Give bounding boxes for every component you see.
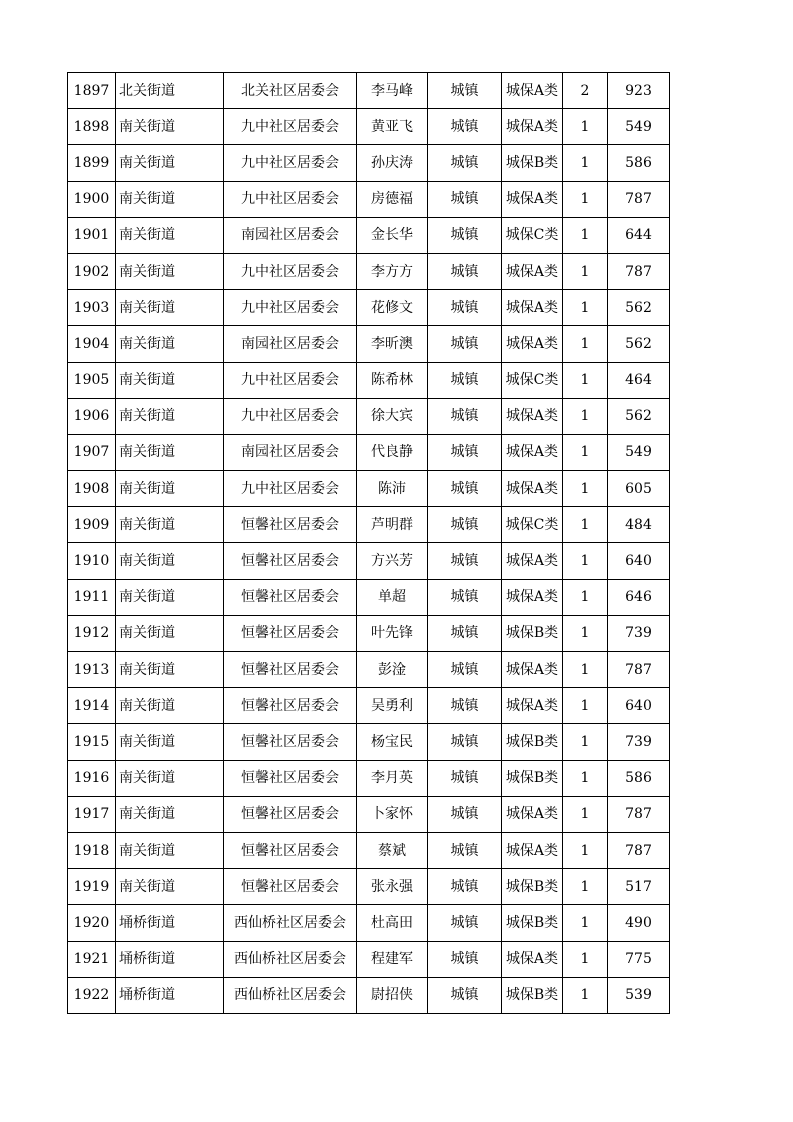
community-cell: 西仙桥社区居委会 — [224, 905, 357, 941]
table-row — [68, 434, 670, 470]
household-count-cell: 1 — [563, 615, 608, 651]
table-row — [68, 253, 670, 289]
area-type-cell: 城镇 — [428, 905, 502, 941]
name-cell: 李月英 — [357, 760, 428, 796]
street-cell: 南关街道 — [116, 688, 224, 724]
amount-cell: 923 — [608, 73, 670, 109]
name-cell: 花修文 — [357, 290, 428, 326]
household-count-cell: 1 — [563, 471, 608, 507]
amount-cell: 787 — [608, 181, 670, 217]
household-count-cell: 1 — [563, 507, 608, 543]
table-row — [68, 543, 670, 579]
category-cell: 城保B类 — [502, 977, 563, 1013]
street-cell: 南关街道 — [116, 398, 224, 434]
area-type-cell: 城镇 — [428, 688, 502, 724]
category-cell: 城保B类 — [502, 724, 563, 760]
category-cell: 城保A类 — [502, 253, 563, 289]
amount-cell: 640 — [608, 688, 670, 724]
community-cell: 九中社区居委会 — [224, 471, 357, 507]
row-number-cell: 1911 — [68, 579, 116, 615]
category-cell: 城保A类 — [502, 579, 563, 615]
street-cell: 南关街道 — [116, 579, 224, 615]
row-number-cell: 1900 — [68, 181, 116, 217]
household-count-cell: 1 — [563, 652, 608, 688]
category-cell: 城保C类 — [502, 217, 563, 253]
row-number-cell: 1902 — [68, 253, 116, 289]
table-row — [68, 109, 670, 145]
name-cell: 尉招侠 — [357, 977, 428, 1013]
amount-cell: 787 — [608, 253, 670, 289]
household-count-cell: 1 — [563, 832, 608, 868]
street-cell: 南关街道 — [116, 362, 224, 398]
row-number-cell: 1898 — [68, 109, 116, 145]
household-count-cell: 1 — [563, 290, 608, 326]
roster-table-body — [68, 73, 670, 1014]
row-number-cell: 1904 — [68, 326, 116, 362]
amount-cell: 549 — [608, 434, 670, 470]
category-cell: 城保A类 — [502, 181, 563, 217]
category-cell: 城保B类 — [502, 760, 563, 796]
table-row — [68, 941, 670, 977]
street-cell: 南关街道 — [116, 145, 224, 181]
area-type-cell: 城镇 — [428, 217, 502, 253]
community-cell: 九中社区居委会 — [224, 290, 357, 326]
table-row — [68, 615, 670, 651]
area-type-cell: 城镇 — [428, 109, 502, 145]
amount-cell: 775 — [608, 941, 670, 977]
street-cell: 南关街道 — [116, 543, 224, 579]
category-cell: 城保A类 — [502, 688, 563, 724]
category-cell: 城保A类 — [502, 109, 563, 145]
household-count-cell: 1 — [563, 977, 608, 1013]
category-cell: 城保A类 — [502, 326, 563, 362]
amount-cell: 739 — [608, 724, 670, 760]
amount-cell: 646 — [608, 579, 670, 615]
community-cell: 南园社区居委会 — [224, 434, 357, 470]
table-row — [68, 290, 670, 326]
category-cell: 城保C类 — [502, 362, 563, 398]
name-cell: 杜高田 — [357, 905, 428, 941]
amount-cell: 586 — [608, 760, 670, 796]
community-cell: 恒馨社区居委会 — [224, 688, 357, 724]
street-cell: 南关街道 — [116, 507, 224, 543]
household-count-cell: 1 — [563, 869, 608, 905]
street-cell: 南关街道 — [116, 724, 224, 760]
row-number-cell: 1917 — [68, 796, 116, 832]
household-count-cell: 1 — [563, 398, 608, 434]
row-number-cell: 1918 — [68, 832, 116, 868]
table-row — [68, 869, 670, 905]
name-cell: 杨宝民 — [357, 724, 428, 760]
table-row — [68, 181, 670, 217]
category-cell: 城保A类 — [502, 832, 563, 868]
name-cell: 单超 — [357, 579, 428, 615]
amount-cell: 787 — [608, 652, 670, 688]
community-cell: 恒馨社区居委会 — [224, 615, 357, 651]
amount-cell: 787 — [608, 796, 670, 832]
community-cell: 九中社区居委会 — [224, 398, 357, 434]
street-cell: 南关街道 — [116, 760, 224, 796]
name-cell: 吴勇利 — [357, 688, 428, 724]
street-cell: 南关街道 — [116, 652, 224, 688]
name-cell: 张永强 — [357, 869, 428, 905]
category-cell: 城保A类 — [502, 73, 563, 109]
amount-cell: 562 — [608, 326, 670, 362]
category-cell: 城保A类 — [502, 543, 563, 579]
community-cell: 恒馨社区居委会 — [224, 543, 357, 579]
household-count-cell: 1 — [563, 941, 608, 977]
area-type-cell: 城镇 — [428, 832, 502, 868]
table-row — [68, 688, 670, 724]
area-type-cell: 城镇 — [428, 362, 502, 398]
row-number-cell: 1922 — [68, 977, 116, 1013]
row-number-cell: 1903 — [68, 290, 116, 326]
amount-cell: 787 — [608, 832, 670, 868]
amount-cell: 549 — [608, 109, 670, 145]
row-number-cell: 1899 — [68, 145, 116, 181]
area-type-cell: 城镇 — [428, 652, 502, 688]
community-cell: 九中社区居委会 — [224, 362, 357, 398]
household-count-cell: 1 — [563, 326, 608, 362]
amount-cell: 586 — [608, 145, 670, 181]
household-count-cell: 1 — [563, 181, 608, 217]
area-type-cell: 城镇 — [428, 181, 502, 217]
table-row — [68, 217, 670, 253]
community-cell: 九中社区居委会 — [224, 253, 357, 289]
community-cell: 恒馨社区居委会 — [224, 832, 357, 868]
table-row — [68, 507, 670, 543]
area-type-cell: 城镇 — [428, 796, 502, 832]
amount-cell: 539 — [608, 977, 670, 1013]
community-cell: 北关社区居委会 — [224, 73, 357, 109]
area-type-cell: 城镇 — [428, 760, 502, 796]
street-cell: 南关街道 — [116, 615, 224, 651]
community-cell: 南园社区居委会 — [224, 326, 357, 362]
table-row — [68, 398, 670, 434]
street-cell: 南关街道 — [116, 796, 224, 832]
name-cell: 代良静 — [357, 434, 428, 470]
name-cell: 方兴芳 — [357, 543, 428, 579]
area-type-cell: 城镇 — [428, 977, 502, 1013]
household-count-cell: 1 — [563, 109, 608, 145]
amount-cell: 562 — [608, 290, 670, 326]
amount-cell: 739 — [608, 615, 670, 651]
amount-cell: 605 — [608, 471, 670, 507]
row-number-cell: 1919 — [68, 869, 116, 905]
category-cell: 城保A类 — [502, 434, 563, 470]
area-type-cell: 城镇 — [428, 579, 502, 615]
row-number-cell: 1901 — [68, 217, 116, 253]
row-number-cell: 1905 — [68, 362, 116, 398]
street-cell: 南关街道 — [116, 217, 224, 253]
name-cell: 李方方 — [357, 253, 428, 289]
area-type-cell: 城镇 — [428, 253, 502, 289]
table-row — [68, 832, 670, 868]
street-cell: 南关街道 — [116, 326, 224, 362]
area-type-cell: 城镇 — [428, 145, 502, 181]
name-cell: 房德福 — [357, 181, 428, 217]
category-cell: 城保B类 — [502, 615, 563, 651]
category-cell: 城保A类 — [502, 398, 563, 434]
street-cell: 南关街道 — [116, 434, 224, 470]
row-number-cell: 1906 — [68, 398, 116, 434]
name-cell: 徐大宾 — [357, 398, 428, 434]
area-type-cell: 城镇 — [428, 290, 502, 326]
area-type-cell: 城镇 — [428, 869, 502, 905]
table-row — [68, 471, 670, 507]
area-type-cell: 城镇 — [428, 471, 502, 507]
table-row — [68, 652, 670, 688]
table-row — [68, 796, 670, 832]
area-type-cell: 城镇 — [428, 543, 502, 579]
street-cell: 埇桥街道 — [116, 941, 224, 977]
community-cell: 恒馨社区居委会 — [224, 579, 357, 615]
category-cell: 城保B类 — [502, 145, 563, 181]
roster-table — [67, 72, 670, 1014]
community-cell: 恒馨社区居委会 — [224, 869, 357, 905]
row-number-cell: 1915 — [68, 724, 116, 760]
street-cell: 北关街道 — [116, 73, 224, 109]
area-type-cell: 城镇 — [428, 73, 502, 109]
name-cell: 彭淦 — [357, 652, 428, 688]
row-number-cell: 1910 — [68, 543, 116, 579]
name-cell: 叶先锋 — [357, 615, 428, 651]
row-number-cell: 1914 — [68, 688, 116, 724]
street-cell: 南关街道 — [116, 471, 224, 507]
amount-cell: 562 — [608, 398, 670, 434]
category-cell: 城保A类 — [502, 471, 563, 507]
category-cell: 城保A类 — [502, 652, 563, 688]
amount-cell: 640 — [608, 543, 670, 579]
street-cell: 南关街道 — [116, 832, 224, 868]
table-row — [68, 145, 670, 181]
amount-cell: 644 — [608, 217, 670, 253]
table-row — [68, 905, 670, 941]
category-cell: 城保A类 — [502, 290, 563, 326]
category-cell: 城保B类 — [502, 869, 563, 905]
household-count-cell: 1 — [563, 688, 608, 724]
table-row — [68, 326, 670, 362]
name-cell: 陈沛 — [357, 471, 428, 507]
category-cell: 城保B类 — [502, 905, 563, 941]
household-count-cell: 1 — [563, 543, 608, 579]
household-count-cell: 1 — [563, 579, 608, 615]
amount-cell: 490 — [608, 905, 670, 941]
community-cell: 西仙桥社区居委会 — [224, 977, 357, 1013]
row-number-cell: 1912 — [68, 615, 116, 651]
table-row — [68, 579, 670, 615]
name-cell: 陈希林 — [357, 362, 428, 398]
community-cell: 南园社区居委会 — [224, 217, 357, 253]
community-cell: 九中社区居委会 — [224, 181, 357, 217]
community-cell: 九中社区居委会 — [224, 109, 357, 145]
street-cell: 南关街道 — [116, 290, 224, 326]
row-number-cell: 1921 — [68, 941, 116, 977]
category-cell: 城保A类 — [502, 796, 563, 832]
street-cell: 南关街道 — [116, 109, 224, 145]
community-cell: 西仙桥社区居委会 — [224, 941, 357, 977]
community-cell: 恒馨社区居委会 — [224, 796, 357, 832]
household-count-cell: 1 — [563, 145, 608, 181]
community-cell: 恒馨社区居委会 — [224, 652, 357, 688]
household-count-cell: 1 — [563, 905, 608, 941]
category-cell: 城保A类 — [502, 941, 563, 977]
community-cell: 九中社区居委会 — [224, 145, 357, 181]
row-number-cell: 1916 — [68, 760, 116, 796]
area-type-cell: 城镇 — [428, 507, 502, 543]
area-type-cell: 城镇 — [428, 434, 502, 470]
community-cell: 恒馨社区居委会 — [224, 507, 357, 543]
name-cell: 李昕澳 — [357, 326, 428, 362]
area-type-cell: 城镇 — [428, 326, 502, 362]
area-type-cell: 城镇 — [428, 724, 502, 760]
name-cell: 芦明群 — [357, 507, 428, 543]
table-row — [68, 73, 670, 109]
street-cell: 南关街道 — [116, 181, 224, 217]
amount-cell: 464 — [608, 362, 670, 398]
table-row — [68, 724, 670, 760]
area-type-cell: 城镇 — [428, 615, 502, 651]
street-cell: 南关街道 — [116, 253, 224, 289]
name-cell: 蔡斌 — [357, 832, 428, 868]
street-cell: 埇桥街道 — [116, 977, 224, 1013]
name-cell: 金长华 — [357, 217, 428, 253]
household-count-cell: 1 — [563, 217, 608, 253]
category-cell: 城保C类 — [502, 507, 563, 543]
name-cell: 孙庆涛 — [357, 145, 428, 181]
community-cell: 恒馨社区居委会 — [224, 724, 357, 760]
area-type-cell: 城镇 — [428, 398, 502, 434]
row-number-cell: 1909 — [68, 507, 116, 543]
street-cell: 埇桥街道 — [116, 905, 224, 941]
name-cell: 李马峰 — [357, 73, 428, 109]
row-number-cell: 1913 — [68, 652, 116, 688]
table-row — [68, 362, 670, 398]
table-row — [68, 760, 670, 796]
row-number-cell: 1907 — [68, 434, 116, 470]
area-type-cell: 城镇 — [428, 941, 502, 977]
amount-cell: 484 — [608, 507, 670, 543]
amount-cell: 517 — [608, 869, 670, 905]
row-number-cell: 1920 — [68, 905, 116, 941]
household-count-cell: 1 — [563, 724, 608, 760]
name-cell: 卜家怀 — [357, 796, 428, 832]
household-count-cell: 1 — [563, 434, 608, 470]
household-count-cell: 2 — [563, 73, 608, 109]
household-count-cell: 1 — [563, 362, 608, 398]
row-number-cell: 1908 — [68, 471, 116, 507]
household-count-cell: 1 — [563, 253, 608, 289]
name-cell: 程建军 — [357, 941, 428, 977]
household-count-cell: 1 — [563, 796, 608, 832]
row-number-cell: 1897 — [68, 73, 116, 109]
community-cell: 恒馨社区居委会 — [224, 760, 357, 796]
street-cell: 南关街道 — [116, 869, 224, 905]
table-row — [68, 977, 670, 1013]
name-cell: 黄亚飞 — [357, 109, 428, 145]
household-count-cell: 1 — [563, 760, 608, 796]
